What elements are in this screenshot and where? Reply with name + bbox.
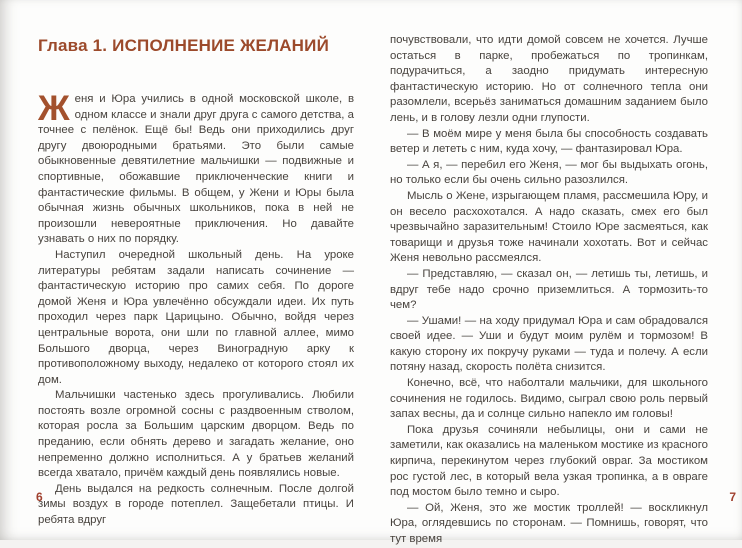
paragraph: — Ой, Женя, это же мостик троллей! — воскликнул Юра, оглядевшись по сторонам. — Помнишь, говорят, что тут время	[390, 501, 708, 545]
paragraph-text: еня и Юра учились в одной московской школе, в одном классе и знали друг друга с самого детства, а точнее с пелёнок. Ещё бы! Ведь они приходились друг другу двоюродными братьями. Это были самые обыкновенные девятилетние мальчишки — подвижные и спортивные, обожавшие приключенческие книги и фантастические фильмы. В общем, у Жени и Юры была обычная жизнь обычных школьников, пока в ней не произошли невероятные приключения. Но давайте узнавать о них по порядку.	[38, 93, 354, 246]
page-number-right: 7	[729, 490, 736, 504]
paragraph: — В моём мире у меня была бы способность создавать ветер и лететь с ним, куда хочу, — фантазировал Юра.	[390, 127, 708, 156]
right-page-body	[390, 33, 708, 548]
paragraph	[38, 89, 354, 248]
paragraph: — Представляю, — сказал он, — летишь ты, летишь, и вдруг тебе надо срочно приземлиться. А тормозить-то чем?	[390, 267, 708, 312]
page-right	[390, 0, 708, 545]
page-left	[38, 0, 354, 540]
paragraph: почувствовали, что идти домой совсем не хочется. Лучше остаться в парке, пробежаться по тропинкам, подурачиться, а заодно придумать интересную фантастическую историю. Но от солнечного тепла они разомлели, всерьёз заниматься домашним заданием было лень, и в голову лезли одни глупости.	[390, 34, 708, 124]
paragraph: Мальчишки частенько здесь прогуливались. Любили постоять возле огромной сосны с раздвоенным стволом, которая росла за Большим царским дворцом. Ведь по преданию, если обнять дерево и загадать желание, оно непременно должно исполниться. А у братьев желаний всегда хватало, причём каждый день появлялись новые.	[38, 389, 354, 480]
paragraph: День выдался на редкость солнечным. После долгой зимы воздух в городе потеплел. Защебетали птицы. И ребята вдруг	[38, 482, 354, 527]
chapter-title: Глава 1. ИСПОЛНЕНИЕ ЖЕЛАНИЙ	[38, 36, 329, 55]
paragraph: Наступил очередной школьный день. На уроке литературы ребятам задали написать сочинение — фантастическую историю про самих себя. По дороге домой Женя и Юра увлечённо обсуждали идеи. Их путь проходил через парк Царицыно. Обычно, войдя через центральные ворота, они шли по главной аллее, мимо Большого дворца, через Виноградную арку к противоположному выходу, недалеко от которого стоял их дом.	[38, 248, 354, 386]
paragraph: Конечно, всё, что наболтали мальчики, для школьного сочинения не годилось. Видимо, сыграл свою роль первый запах весны, да и солнце сильно напекло им головы!	[390, 377, 708, 421]
page-number-left: 6	[36, 490, 43, 504]
paragraph: Пока друзья сочиняли небылицы, они и сами не заметили, как оказались на маленьком мостике из красного кирпича, перекинутом через глубокий овраг. За мостиком рос густой лес, в который вела узкая тропинка, а в овраге под мостом было темно и сыро.	[390, 423, 708, 499]
left-page-body	[38, 89, 354, 529]
paragraph: — А я, — перебил его Женя, — мог бы выдыхать огонь, но только если бы очень сильно разозлился.	[390, 158, 708, 187]
paragraph: Мысль о Жене, изрыгающем пламя, рассмешила Юру, и он весело расхохотался. А надо сказать, смех его был чрезвычайно заразительным! Стоило Юре засмеяться, как товарищи и друзья тоже начинали хохотать. Вот и сейчас Женя невольно рассмеялся.	[390, 189, 708, 265]
paragraph: — Ушами! — на ходу придумал Юра и сам обрадовался своей идее. — Уши и будут моим рулём и тормозом! В какую сторону их покручу руками — туда и полечу. А если потяну назад, скорость полёта снизится.	[390, 314, 708, 374]
drop-cap: Ж	[38, 89, 70, 128]
